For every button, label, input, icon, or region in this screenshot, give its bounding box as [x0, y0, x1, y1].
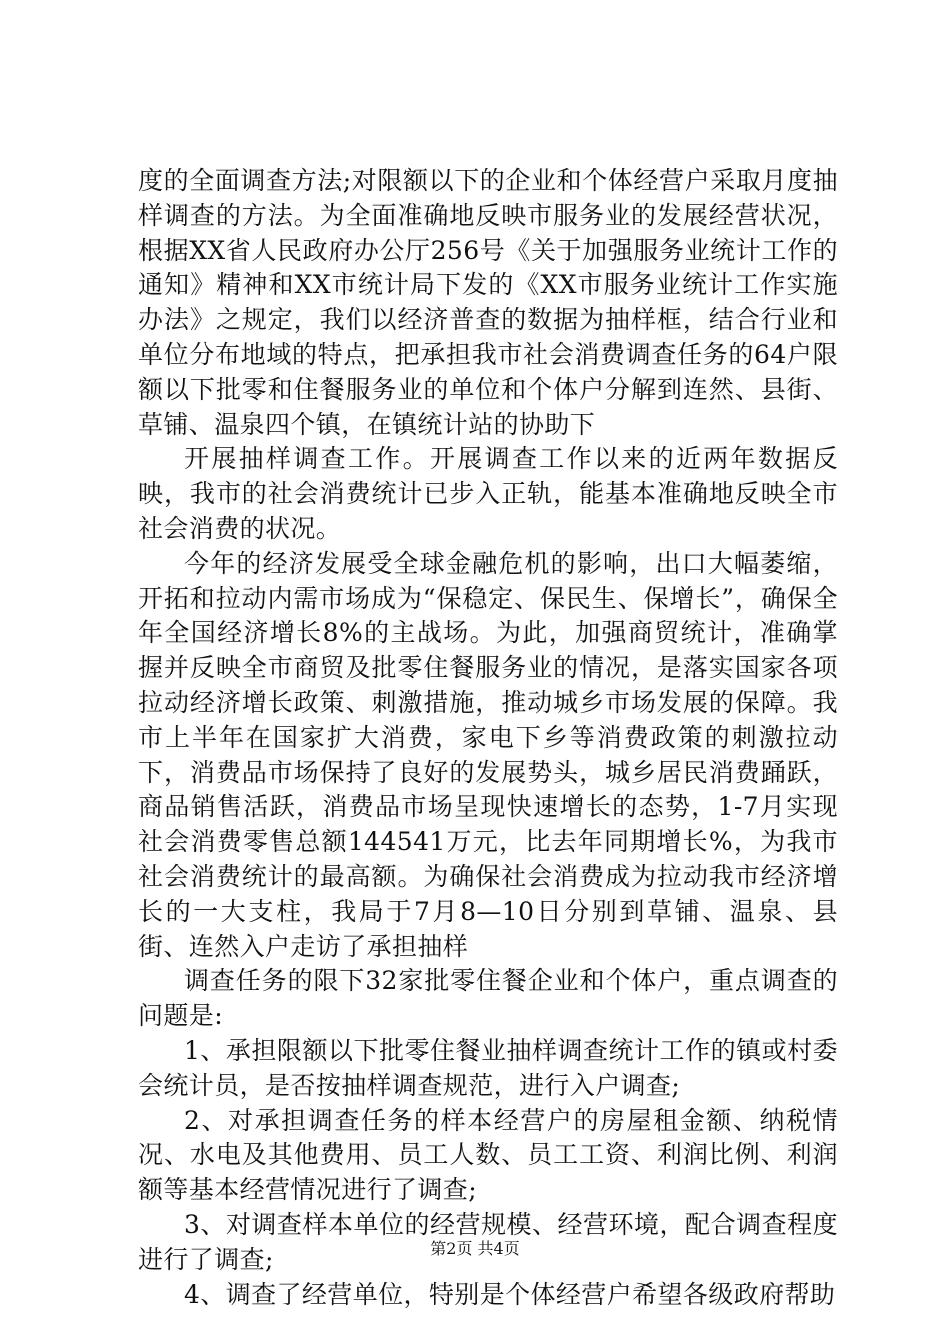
- paragraph-1: 度的全面调查方法;对限额以下的企业和个体经营户采取月度抽样调查的方法。为全面准确地反映市服务业的发展经营状况，根据XX省人民政府办公厅256号《关于加强服务业统计工作的通知》精神和XX市统计局下发的《XX市服务业统计工作实施办法》之规定，我们以经济普查的数据为抽样框，结合行业和单位分布地域的特点，把承担我市社会消费调查任务的64户限额以下批零和住餐服务业的单位和个体户分解到连然、县街、草铺、温泉四个镇，在镇统计站的协助下: [138, 166, 838, 439]
- paragraph-3: 今年的经济发展受全球金融危机的影响，出口大幅萎缩，开拓和拉动内需市场成为“保稳定、保民生、保增长”，确保全年全国经济增长8%的主战场。为此，加强商贸统计，准确掌握并反映全市商贸及批零住餐服务业的情况，是落实国家各项拉动经济增长政策、刺激措施，推动城乡市场发展的保障。我市上半年在国家扩大消费，家电下乡等消费政策的刺激拉动下，消费品市场保持了良好的发展势头，城乡居民消费踊跃，商品销售活跃，消费品市场呈现快速增长的态势，1-7月实现社会消费零售总额144541万元，比去年同期增长%，为我市社会消费统计的最高额。为确保社会消费成为拉动我市经济增长的一大支柱，我局于7月8—10日分别到草铺、温泉、县街、连然入户走访了承担抽样: [138, 548, 838, 961]
- list-item-1: 1、承担限额以下批零住餐业抽样调查统计工作的镇或村委会统计员，是否按抽样调查规范，进行入户调查;: [138, 1035, 838, 1100]
- paragraph-2: 开展抽样调查工作。开展调查工作以来的近两年数据反映，我市的社会消费统计已步入正轨，能基本准确地反映全市社会消费的状况。: [138, 444, 838, 543]
- list-item-3: 3、对调查样本单位的经营规模、经营环境，配合调查程度进行了调查;: [138, 1209, 838, 1274]
- list-item-2: 2、对承担调查任务的样本经营户的房屋租金额、纳税情况、水电及其他费用、员工人数、员工工资、利润比例、利润额等基本经营情况进行了调查;: [138, 1105, 838, 1205]
- paragraph-4: 调查任务的限下32家批零住餐企业和个体户，重点调查的问题是:: [138, 966, 838, 1031]
- page-number-footer: 第2页 共4页: [430, 1239, 520, 1258]
- list-item-4: 4、调查了经营单位，特别是个体经营户希望各级政府帮助: [184, 1279, 836, 1309]
- document-body: [138, 164, 838, 1312]
